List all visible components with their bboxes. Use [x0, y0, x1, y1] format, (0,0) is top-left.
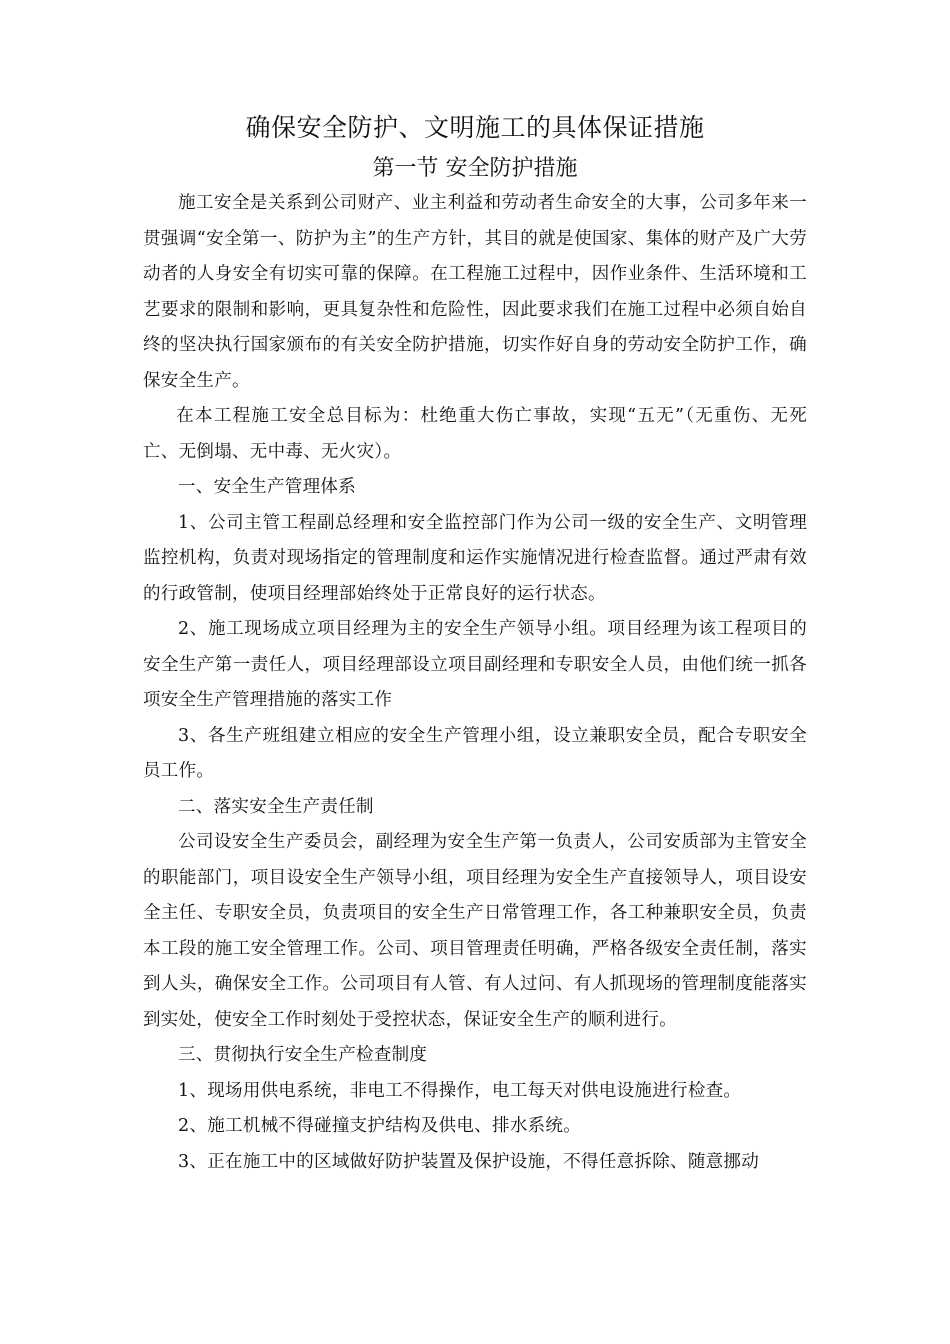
heading-management-system: 一、安全生产管理体系 — [178, 477, 356, 497]
paragraph-intro: 施工安全是关系到公司财产、业主利益和劳动者生命安全的大事，公司多年来一贯强调“安全第一、防护为主”的生产方针，其目的就是使国家、集体的财产及广大劳动者的人身安全有切实可靠的保障。在工程施工过程中，因作业条件、生活环境和工艺要求的限制和影响，更具复杂性和危险性，因此要求我们在施工过程中必须自始自终的坚决执行国家颁布的有关安全防护措施，切实作好自身的劳动安全防护工作，确保安全生产。 — [143, 193, 807, 391]
paragraph-inspection-2: 2、施工机械不得碰撞支护结构及供电、排水系统。 — [178, 1116, 582, 1136]
paragraph-item-3: 3、各生产班组建立相应的安全生产管理小组，设立兼职安全员，配合专职安全员工作。 — [143, 725, 807, 781]
paragraph-item-2: 2、施工现场成立项目经理为主的安全生产领导小组。项目经理为该工程项目的安全生产第一责任人，项目经理部设立项目副经理和专职安全人员，由他们统一抓各项安全生产管理措施的落实工作 — [143, 619, 807, 710]
heading-inspection: 三、贯彻执行安全生产检查制度 — [178, 1045, 428, 1065]
paragraph-item-1: 1、公司主管工程副总经理和安全监控部门作为公司一级的安全生产、文明管理监控机构，负责对现场指定的管理制度和运作实施情况进行检查监督。通过严肃有效的行政管制，使项目经理部始终处于正常良好的运行状态。 — [143, 512, 807, 604]
document-body — [143, 186, 807, 1180]
paragraph-safety-goal: 在本工程施工安全总目标为：杜绝重大伤亡事故，实现“五无”（无重伤、无死亡、无倒塌、无中毒、无火灾）。 — [143, 406, 807, 462]
section-heading: 第一节 安全防护措施 — [372, 156, 578, 181]
paragraph-inspection-1: 1、现场用供电系统，非电工不得操作，电工每天对供电设施进行检查。 — [178, 1080, 742, 1101]
heading-responsibility: 二、落实安全生产责任制 — [178, 796, 374, 817]
paragraph-inspection-3: 3、正在施工中的区域做好防护装置及保护设施，不得任意拆除、随意挪动 — [178, 1151, 760, 1172]
document-title: 确保安全防护、文明施工的具体保证措施 — [245, 113, 705, 142]
paragraph-responsibility: 公司设安全生产委员会，副经理为安全生产第一负责人，公司安质部为主管安全的职能部门，项目设安全生产领导小组，项目经理为安全生产直接领导人，项目设安全主任、专职安全员，负责项目的安全生产日常管理工作，各工种兼职安全员，负责本工段的施工安全管理工作。公司、项目管理责任明确，严格各级安全责任制，落实到人头，确保安全工作。公司项目有人管、有人过问、有人抓现场的管理制度能落实到实处，使安全工作时刻处于受控状态，保证安全生产的顺利进行。 — [143, 832, 807, 1030]
